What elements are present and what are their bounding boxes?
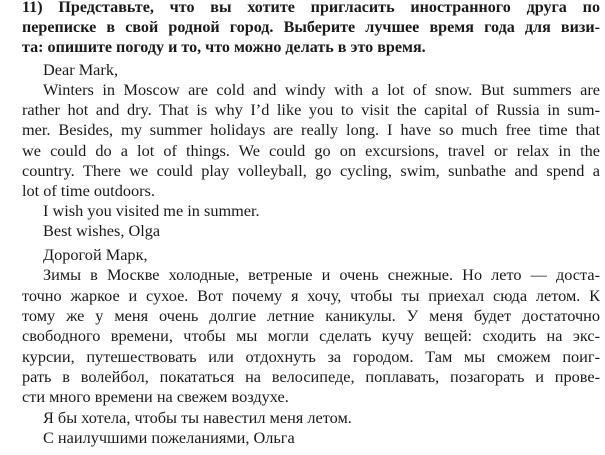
russian-body-line: точно жаркое и сухое. Вот почему я хочу, чтобы ты приехал сюда летом. К (22, 286, 600, 305)
english-wish: I wish you visited me in summer. (43, 201, 260, 220)
russian-body-line: сти много времени на свежем воздухе. (22, 387, 289, 406)
russian-body-line: курсии, путешествовать или отдохнуть за городом. Там мы сможем поиг- (22, 347, 600, 366)
russian-body-line: Зимы в Москве холодные, ветреные и очень снежные. Но лето — доста- (43, 265, 600, 284)
english-body-line: mer. Besides, my summer holidays are really long. I have so much free time that (22, 120, 600, 139)
english-closing: Best wishes, Olga (43, 221, 161, 240)
english-body-line: we could do a lot of things. We could go on excursions, travel or relax in the (22, 141, 600, 160)
english-body-line: country. There we could play volleyball, go cycling, swim, sunbathe and spend a (22, 161, 600, 180)
task-line: та: опишите погоду и то, что можно делать в это время. (22, 39, 426, 56)
russian-body-line: рать в волейбол, покататься на велосипеде, поплавать, позагорать и прове- (22, 367, 600, 386)
english-body-line: lot of time outdoors. (22, 181, 155, 200)
russian-wish: Я бы хотела, чтобы ты навестил меня летом. (43, 408, 352, 427)
task-line: 11) Представьте, что вы хотите пригласить иностранного друга по (22, 0, 600, 16)
russian-closing: С наилучшими пожеланиями, Ольга (43, 428, 295, 447)
english-body-line: Winters in Moscow are cold and windy with a lot of snow. But summers are (43, 80, 600, 99)
russian-greeting: Дорогой Марк, (43, 245, 148, 264)
english-greeting: Dear Mark, (43, 60, 119, 79)
russian-body-line: тому же у меня очень долгие летние каникулы. У меня будет достаточно (22, 306, 600, 325)
english-body-line: rather hot and dry. That is why I’d like you to visit the capital of Russia in sum- (22, 100, 600, 119)
russian-body-line: свободного времени, чтобы мы могли сделать кучу вещей: сходить на экс- (22, 326, 600, 345)
task-line: переписке в свой родной город. Выберите лучшее время года для визи- (22, 19, 600, 36)
